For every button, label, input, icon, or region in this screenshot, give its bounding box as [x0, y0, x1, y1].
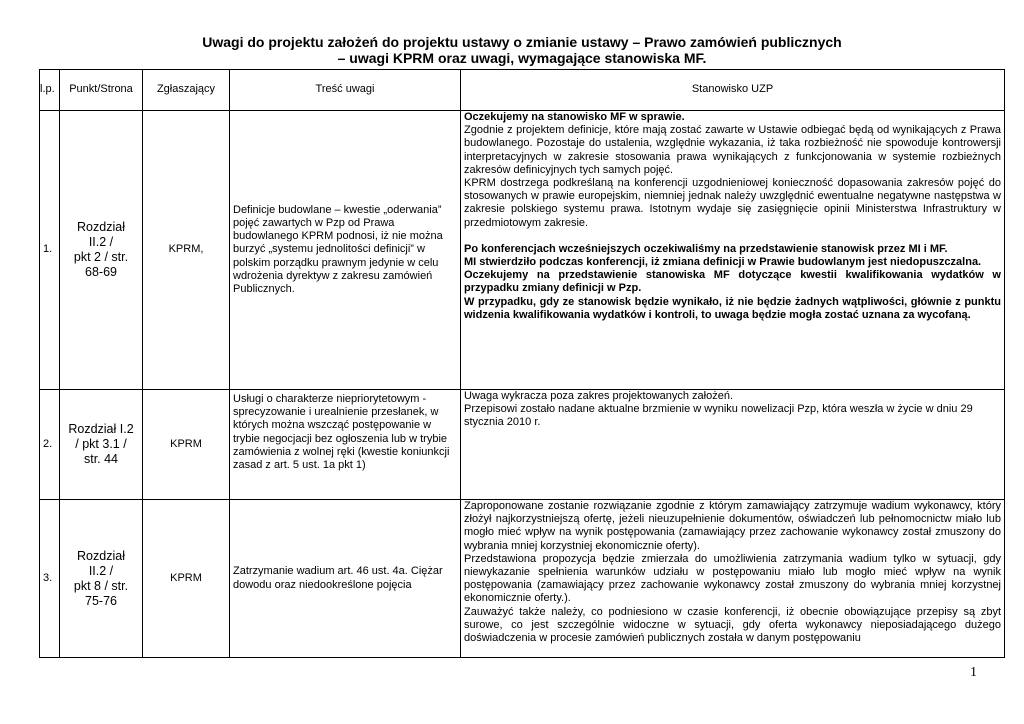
- header-lp: l.p.: [40, 70, 60, 111]
- stanowisko-paragraph: W przypadku, gdy ze stanowisk będzie wynikało, iż nie będzie żadnych wątpliwości, głównie z punktu widzenia kwalifikowania wydatków i kontroli, to uwaga będzie mogła zostać uznana za wycofaną.: [464, 295, 1001, 321]
- punkt-line: II.2 /: [88, 563, 114, 578]
- row-zglaszajacy: KPRM,: [143, 111, 230, 390]
- row-tresc: Definicje budowlane – kwestie „oderwania” pojęć zawartych w Pzp od Prawa budowlanego KPRM podnosi, iż nie można burzyć „systemu jednolitości definicji” w polskim porządku prawnym jedynie w celu wdrożenia dyrektyw z zakresu zamówień Publicznych.: [230, 111, 461, 390]
- row-lp: 1.: [40, 111, 60, 390]
- row-stanowisko: [461, 111, 1005, 390]
- row-stanowisko: [461, 390, 1005, 500]
- punkt-line: Rozdział: [77, 220, 125, 234]
- row-zglaszajacy: KPRM: [143, 500, 230, 658]
- stanowisko-paragraph: Przepisowi zostało nadane aktualne brzmienie w wyniku nowelizacji Pzp, która weszła w życie w dniu 29 stycznia 2010 r.: [464, 403, 973, 429]
- stanowisko-paragraph: Oczekujemy na stanowisko MF w sprawie.: [464, 111, 685, 123]
- header-stanowisko: Stanowisko UZP: [461, 70, 1005, 111]
- row-punkt: [60, 111, 143, 390]
- punkt-line: pkt 2 / str.: [73, 250, 129, 264]
- stanowisko-paragraph: Oczekujemy na przedstawienie stanowiska MF dotyczące kwestii kwalifikowania wydatków w przypadku zmiany definicji w Pzp.: [464, 269, 1001, 295]
- row-punkt: [60, 390, 143, 500]
- row-punkt: [60, 500, 143, 658]
- row-zglaszajacy: KPRM: [143, 390, 230, 500]
- stanowisko-paragraph: Zgodnie z projektem definicje, które mają zostać zawarte w Ustawie odbiegać będą od wynikających z Prawa budowlanego. Pozostaje do ustalenia, względnie wykazania, iż taka rozbieżność nie spowoduje kontrowersji interpretacyjnych w zakresie stosowania prawa wynikających z funkcjonowania w systemie rozbieżnych zakresów definicyjnych tych samych pojęć.: [464, 124, 1001, 176]
- stanowisko-paragraph: Przedstawiona propozycja będzie zmierzała do umożliwienia zatrzymania wadium tylko w sytuacji, gdy niewykazanie spełnienia warunków udziału w postępowaniu miało lub mogło mieć wpływ na wynik postępowania (zamawiający przez zachowanie wykonawcy został zmuszony do wybrania mniej korzystnej ekonomicznie oferty.).: [464, 552, 1001, 605]
- header-zglaszajacy: Zgłaszający: [143, 70, 230, 111]
- stanowisko-paragraph: Uwaga wykracza poza zakres projektowanych założeń.: [464, 390, 734, 402]
- punkt-line: II.2 /: [88, 235, 114, 249]
- stanowisko-paragraph: KPRM dostrzega podkreślaną na konferencji uzgodnieniowej konieczność dopasowania zakresów pojęć do stosowanych w prawie europejskim, niemniej jednak należy uwzględnić ewentualne negatywne następstwa w zakresie polskiego systemu prawa. Istotnym wydaje się zasięgnięcie opinii Ministerstwa Infrastruktury w przedmiotowym zakresie.: [464, 177, 1001, 229]
- stanowisko-paragraph: Po konferencjach wcześniejszych oczekiwaliśmy na przedstawienie stanowisk przez MI i MF.: [464, 242, 948, 255]
- title-line-1: Uwagi do projektu założeń do projektu ustawy o zmianie ustawy – Prawo zamówień publicznych: [202, 34, 842, 50]
- table-header-row: [40, 70, 1005, 111]
- table-row: [40, 390, 1005, 500]
- row-tresc: Zatrzymanie wadium art. 46 ust. 4a. Ciężar dowodu oraz niedookreślone pojęcia: [230, 500, 461, 658]
- document-title: [40, 34, 1004, 66]
- stanowisko-paragraph: Zaproponowane zostanie rozwiązanie zgodnie z którym zamawiający zatrzymuje wadium wykonawcy, który złożył najkorzystniejszą ofertę, jeżeli nieuzupełnienie dokumentów, oświadczeń lub pełnomocnictw miało lub mogło mieć wpływ na wynik postępowania (zamawiający przez zachowanie wykonawcy został zmuszony do wybrania mniej korzystniej ekonomicznie oferty).: [464, 500, 1001, 552]
- punkt-line: / pkt 3.1 /: [75, 437, 127, 451]
- punkt-line: 75-76: [85, 593, 117, 608]
- punkt-line: pkt 8 / str.: [73, 578, 129, 593]
- header-punkt: Punkt/Strona: [60, 70, 143, 111]
- row-lp: 2.: [40, 390, 60, 500]
- title-line-2: – uwagi KPRM oraz uwagi, wymagające stanowiska MF.: [337, 50, 707, 66]
- table-row: [40, 111, 1005, 390]
- punkt-line: Rozdział: [77, 548, 125, 563]
- stanowisko-paragraph: Zauważyć także należy, co podniesiono w czasie konferencji, iż obecnie obowiązujące przepisy są zbyt surowe, co jest szczególnie widoczne w sytuacji, gdy oferta wykonawcy nieposiadającego dużego doświadczenia w procesie zamówień publicznych została w danym postępowaniu: [464, 605, 1001, 645]
- remarks-table: [39, 69, 1005, 658]
- punkt-line: str. 44: [83, 452, 119, 466]
- table-row: [40, 500, 1005, 658]
- row-lp: 3.: [40, 500, 60, 658]
- punkt-line: 68-69: [85, 265, 117, 279]
- page-number: 1: [970, 665, 977, 680]
- stanowisko-paragraph: MI stwierdziło podczas konferencji, iż zmiana definicji w Prawie budowlanym jest niedopuszczalna.: [464, 256, 982, 269]
- punkt-line: Rozdział I.2: [68, 422, 134, 436]
- row-stanowisko: [461, 500, 1005, 658]
- row-tresc: Usługi o charakterze niepriorytetowym -sprecyzowanie i urealnienie przesłanek, w których można wszcząć postępowanie w trybie negocjacji bez ogłoszenia lub w trybie zamówienia z wolnej ręki (kwestie koniunkcji zasad z art. 5 ust. 1a pkt 1): [230, 390, 461, 500]
- header-tresc: Treść uwagi: [230, 70, 461, 111]
